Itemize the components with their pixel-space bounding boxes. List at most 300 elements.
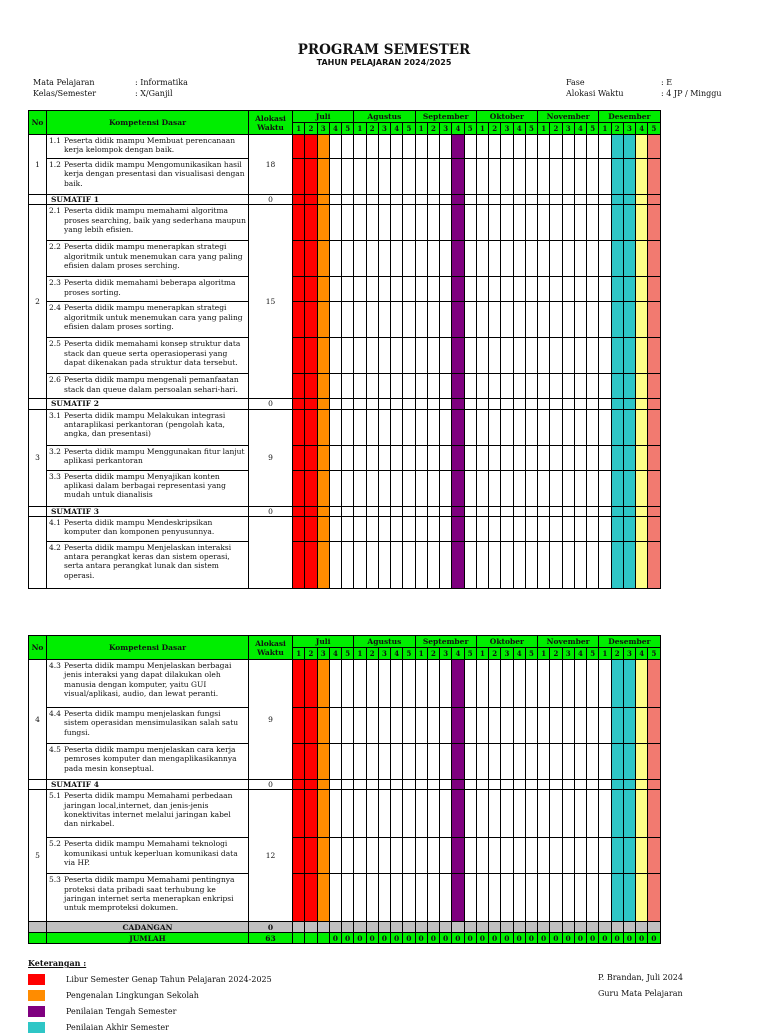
week-cell	[366, 470, 378, 506]
week-cell	[342, 874, 354, 922]
week-cell	[378, 470, 390, 506]
week-cell	[354, 195, 366, 205]
kompetensi-item	[49, 339, 246, 367]
week-cell	[476, 159, 488, 195]
week-cell	[464, 195, 476, 205]
kompetensi-item	[49, 472, 246, 500]
legend-item	[28, 987, 272, 1003]
week-cell	[648, 470, 660, 506]
kompetensi-item	[49, 661, 246, 698]
week-cell	[403, 874, 415, 922]
week-cell	[599, 516, 611, 541]
kd-row	[29, 660, 661, 708]
sumatif-row	[29, 780, 661, 790]
week-cell	[415, 790, 427, 838]
week-cell	[378, 135, 390, 159]
kompetensi-text: Peserta didik mampu menerapkan strategi algoritmik untuk menemukan cara yang paling efisien dalam proses sorting.	[64, 303, 243, 331]
signature-role: Guru Mata Pelajaran	[598, 989, 683, 998]
week-cell	[476, 399, 488, 409]
week-cell	[305, 205, 317, 241]
info-label: Mata Pelajaran	[33, 78, 95, 87]
week-cell	[587, 409, 599, 445]
week-cell	[489, 338, 501, 374]
cadangan-week-cell	[525, 922, 537, 933]
cadangan-week-cell	[464, 922, 476, 933]
week-cell	[427, 277, 439, 302]
cadangan-week-cell	[489, 922, 501, 933]
week-cell	[366, 195, 378, 205]
week-cell	[648, 541, 660, 588]
week-cell	[648, 874, 660, 922]
group-number: 5	[29, 790, 47, 922]
week-cell	[574, 516, 586, 541]
week-number: 3	[317, 123, 329, 135]
week-cell	[623, 302, 635, 338]
kompetensi-number: 4.3	[49, 661, 61, 670]
week-cell	[489, 874, 501, 922]
week-cell	[305, 541, 317, 588]
week-cell	[538, 780, 550, 790]
week-cell	[354, 374, 366, 399]
week-cell	[342, 516, 354, 541]
jumlah-value: 63	[249, 933, 293, 944]
week-cell	[317, 135, 329, 159]
week-cell	[329, 445, 341, 470]
week-cell	[476, 409, 488, 445]
week-cell	[538, 159, 550, 195]
week-cell	[415, 195, 427, 205]
week-cell	[525, 399, 537, 409]
week-cell	[378, 445, 390, 470]
week-cell	[562, 445, 574, 470]
month-header: November	[538, 111, 599, 123]
week-cell	[513, 516, 525, 541]
week-cell	[342, 409, 354, 445]
week-cell	[611, 660, 623, 708]
week-cell	[562, 838, 574, 874]
week-cell	[623, 470, 635, 506]
week-cell	[599, 409, 611, 445]
week-cell	[452, 470, 464, 506]
week-cell	[587, 445, 599, 470]
week-number: 1	[354, 648, 366, 660]
kompetensi-cell	[47, 135, 249, 159]
week-cell	[587, 744, 599, 780]
week-cell	[525, 541, 537, 588]
week-cell	[452, 780, 464, 790]
week-cell	[550, 744, 562, 780]
week-cell	[562, 277, 574, 302]
week-cell	[415, 445, 427, 470]
kompetensi-number: 5.2	[49, 839, 61, 849]
cadangan-week-cell	[538, 922, 550, 933]
week-cell	[623, 277, 635, 302]
week-cell	[452, 660, 464, 708]
week-cell	[525, 660, 537, 708]
week-cell	[525, 838, 537, 874]
week-cell	[476, 506, 488, 516]
week-cell	[513, 205, 525, 241]
week-cell	[440, 874, 452, 922]
kompetensi-cell	[47, 277, 249, 302]
week-cell	[538, 374, 550, 399]
week-cell	[476, 195, 488, 205]
week-cell	[489, 541, 501, 588]
week-cell	[501, 541, 513, 588]
cadangan-week-cell	[636, 922, 648, 933]
week-cell	[403, 780, 415, 790]
week-cell	[599, 399, 611, 409]
week-cell	[329, 135, 341, 159]
jumlah-week-cell: 0	[587, 933, 599, 944]
week-cell	[378, 874, 390, 922]
week-cell	[305, 790, 317, 838]
jumlah-week-cell: 0	[611, 933, 623, 944]
week-cell	[464, 790, 476, 838]
week-cell	[415, 506, 427, 516]
week-cell	[342, 338, 354, 374]
kompetensi-item	[49, 745, 246, 773]
week-cell	[574, 374, 586, 399]
week-cell	[403, 790, 415, 838]
kd-row	[29, 277, 661, 302]
week-cell	[391, 277, 403, 302]
week-cell	[354, 445, 366, 470]
week-number: 2	[489, 648, 501, 660]
kompetensi-item	[49, 206, 246, 234]
kompetensi-item	[49, 242, 246, 270]
week-number: 5	[525, 123, 537, 135]
week-cell	[538, 399, 550, 409]
kompetensi-text: Peserta didik mampu Memahami perbedaan jaringan local,internet, dan jenis-jenis konektivitas internet melalui jaringan kabel dan nirkabel.	[64, 791, 233, 829]
week-cell	[623, 241, 635, 277]
week-cell	[599, 790, 611, 838]
jumlah-week-cell	[317, 933, 329, 944]
week-cell	[305, 399, 317, 409]
kd-row	[29, 241, 661, 277]
week-cell	[415, 838, 427, 874]
week-cell	[476, 838, 488, 874]
week-cell	[427, 874, 439, 922]
week-cell	[329, 516, 341, 541]
week-cell	[501, 516, 513, 541]
week-cell	[599, 874, 611, 922]
week-cell	[574, 708, 586, 744]
week-cell	[538, 790, 550, 838]
kompetensi-text: Peserta didik mampu Menyajikan konten aplikasi dalam berbagai representasi yang mudah untuk dianalisis	[64, 471, 226, 500]
kompetensi-item	[49, 411, 246, 439]
week-cell	[525, 159, 537, 195]
kompetensi-cell	[47, 445, 249, 470]
week-cell	[489, 445, 501, 470]
week-cell	[452, 159, 464, 195]
week-cell	[440, 374, 452, 399]
kompetensi-text: Peserta didik memahami beberapa algoritma proses sorting.	[64, 278, 236, 297]
week-cell	[329, 302, 341, 338]
week-cell	[403, 708, 415, 744]
kd-row	[29, 445, 661, 470]
week-cell	[538, 205, 550, 241]
kompetensi-number: 2.2	[49, 242, 61, 252]
kompetensi-cell	[47, 744, 249, 780]
week-cell	[476, 874, 488, 922]
legend	[28, 958, 272, 1035]
jumlah-week-cell: 0	[391, 933, 403, 944]
week-cell	[452, 874, 464, 922]
week-cell	[354, 874, 366, 922]
week-cell	[623, 399, 635, 409]
week-cell	[440, 205, 452, 241]
week-cell	[525, 195, 537, 205]
legend-swatch	[28, 974, 45, 985]
week-cell	[538, 445, 550, 470]
alokasi-value: 9	[249, 660, 293, 780]
week-number: 4	[636, 648, 648, 660]
week-number: 4	[452, 123, 464, 135]
week-cell	[587, 470, 599, 506]
week-cell	[587, 205, 599, 241]
kompetensi-text: Peserta didik mampu memahami algoritma proses searching, baik yang sederhana maupun yang lebih efisien.	[64, 206, 246, 234]
week-cell	[366, 708, 378, 744]
week-cell	[452, 195, 464, 205]
info-label: Kelas/Semester	[33, 89, 97, 98]
week-cell	[513, 838, 525, 874]
week-cell	[513, 790, 525, 838]
week-cell	[305, 744, 317, 780]
week-cell	[636, 541, 648, 588]
week-cell	[611, 374, 623, 399]
week-cell	[464, 205, 476, 241]
jumlah-no-cell	[29, 933, 47, 944]
week-cell	[501, 838, 513, 874]
week-cell	[513, 195, 525, 205]
kompetensi-cell	[47, 516, 249, 541]
week-cell	[513, 374, 525, 399]
week-cell	[366, 506, 378, 516]
legend-swatch	[28, 1022, 45, 1033]
month-header: September	[415, 111, 476, 123]
header-alokasi: Alokasi Waktu	[249, 111, 293, 135]
week-cell	[525, 374, 537, 399]
week-cell	[293, 516, 305, 541]
week-cell	[648, 708, 660, 744]
week-cell	[611, 277, 623, 302]
week-cell	[378, 159, 390, 195]
kompetensi-item	[49, 375, 246, 394]
week-cell	[623, 708, 635, 744]
week-cell	[648, 445, 660, 470]
week-cell	[342, 159, 354, 195]
week-number: 5	[464, 648, 476, 660]
week-cell	[538, 241, 550, 277]
week-cell	[293, 277, 305, 302]
week-cell	[440, 241, 452, 277]
week-cell	[587, 660, 599, 708]
kompetensi-text: Peserta didik mampu menjelaskan cara kerja pemroses komputer dan mengaplikasikannya pada mesin konseptual.	[64, 745, 237, 773]
week-cell	[623, 159, 635, 195]
week-cell	[403, 159, 415, 195]
jumlah-week-cell: 0	[550, 933, 562, 944]
week-cell	[550, 516, 562, 541]
week-number: 4	[574, 123, 586, 135]
week-cell	[342, 302, 354, 338]
week-cell	[574, 409, 586, 445]
alokasi-value: 12	[249, 790, 293, 922]
month-header: Agustus	[354, 636, 415, 648]
week-cell	[587, 874, 599, 922]
week-number: 5	[342, 648, 354, 660]
week-cell	[440, 159, 452, 195]
week-cell	[366, 338, 378, 374]
week-cell	[599, 159, 611, 195]
week-cell	[391, 195, 403, 205]
week-cell	[636, 506, 648, 516]
week-cell	[342, 660, 354, 708]
week-cell	[489, 277, 501, 302]
week-cell	[513, 399, 525, 409]
week-cell	[366, 874, 378, 922]
week-cell	[354, 277, 366, 302]
week-cell	[427, 660, 439, 708]
week-cell	[403, 541, 415, 588]
week-cell	[440, 780, 452, 790]
week-cell	[501, 470, 513, 506]
week-cell	[354, 541, 366, 588]
week-cell	[489, 516, 501, 541]
week-cell	[611, 399, 623, 409]
week-cell	[525, 506, 537, 516]
week-cell	[378, 838, 390, 874]
week-cell	[366, 159, 378, 195]
sumatif-row	[29, 195, 661, 205]
kompetensi-cell	[47, 874, 249, 922]
kompetensi-number: 3.2	[49, 446, 61, 456]
week-cell	[525, 338, 537, 374]
week-cell	[636, 302, 648, 338]
week-cell	[550, 660, 562, 708]
week-cell	[501, 874, 513, 922]
week-cell	[293, 241, 305, 277]
week-cell	[476, 241, 488, 277]
week-cell	[452, 708, 464, 744]
kompetensi-cell	[47, 838, 249, 874]
week-cell	[562, 516, 574, 541]
week-cell	[366, 660, 378, 708]
week-cell	[587, 302, 599, 338]
week-cell	[550, 241, 562, 277]
week-cell	[464, 470, 476, 506]
week-cell	[391, 838, 403, 874]
week-cell	[440, 516, 452, 541]
cadangan-week-cell	[378, 922, 390, 933]
week-cell	[476, 338, 488, 374]
week-cell	[464, 159, 476, 195]
week-cell	[403, 241, 415, 277]
week-cell	[342, 195, 354, 205]
week-cell	[452, 445, 464, 470]
week-cell	[391, 506, 403, 516]
sumatif-no-cell	[29, 506, 47, 516]
week-cell	[427, 790, 439, 838]
week-cell	[464, 541, 476, 588]
cadangan-week-cell	[415, 922, 427, 933]
jumlah-week-cell: 0	[574, 933, 586, 944]
week-cell	[403, 506, 415, 516]
week-cell	[525, 874, 537, 922]
kompetensi-text: Peserta didik mampu Menjelaskan interaksi antara perangkat keras dan sistem operasi, serta antara perangkat lunak dan sistem operasi.	[64, 542, 232, 580]
sumatif-label: SUMATIF 1	[47, 195, 249, 205]
week-cell	[305, 660, 317, 708]
week-cell	[501, 399, 513, 409]
cadangan-week-cell	[476, 922, 488, 933]
week-cell	[317, 541, 329, 588]
week-cell	[636, 374, 648, 399]
month-header: Oktober	[476, 111, 537, 123]
group-number: 3	[29, 409, 47, 506]
week-cell	[366, 790, 378, 838]
week-cell	[648, 159, 660, 195]
week-cell	[329, 277, 341, 302]
kompetensi-item	[49, 875, 246, 912]
sumatif-row	[29, 399, 661, 409]
week-number: 1	[293, 648, 305, 660]
week-cell	[391, 744, 403, 780]
week-cell	[305, 780, 317, 790]
week-cell	[293, 338, 305, 374]
cadangan-week-cell	[403, 922, 415, 933]
week-cell	[538, 195, 550, 205]
week-number: 5	[342, 123, 354, 135]
week-cell	[366, 409, 378, 445]
info-right	[566, 77, 722, 99]
week-cell	[452, 790, 464, 838]
week-cell	[489, 506, 501, 516]
week-cell	[427, 338, 439, 374]
week-cell	[329, 374, 341, 399]
week-cell	[476, 374, 488, 399]
week-number: 1	[538, 123, 550, 135]
week-cell	[378, 708, 390, 744]
week-cell	[513, 409, 525, 445]
week-number: 3	[378, 648, 390, 660]
week-number: 2	[611, 648, 623, 660]
kompetensi-text: Peserta didik mampu Mengomunikasikan hasil kerja dengan presentasi dan visualisasi dengan baik.	[64, 160, 245, 188]
week-cell	[525, 302, 537, 338]
week-cell	[329, 708, 341, 744]
month-header: September	[415, 636, 476, 648]
week-cell	[538, 470, 550, 506]
info-value: : Informatika	[135, 78, 188, 87]
jumlah-week-cell: 0	[329, 933, 341, 944]
kompetensi-item	[49, 709, 246, 737]
week-cell	[636, 277, 648, 302]
week-cell	[391, 708, 403, 744]
legend-item	[28, 971, 272, 987]
week-cell	[293, 159, 305, 195]
week-cell	[354, 399, 366, 409]
week-cell	[293, 541, 305, 588]
sumatif-label: SUMATIF 2	[47, 399, 249, 409]
week-cell	[464, 660, 476, 708]
header-row	[29, 111, 661, 123]
kompetensi-cell	[47, 374, 249, 399]
week-cell	[464, 708, 476, 744]
week-cell	[342, 744, 354, 780]
week-cell	[366, 302, 378, 338]
week-cell	[329, 399, 341, 409]
week-cell	[378, 338, 390, 374]
week-cell	[440, 660, 452, 708]
